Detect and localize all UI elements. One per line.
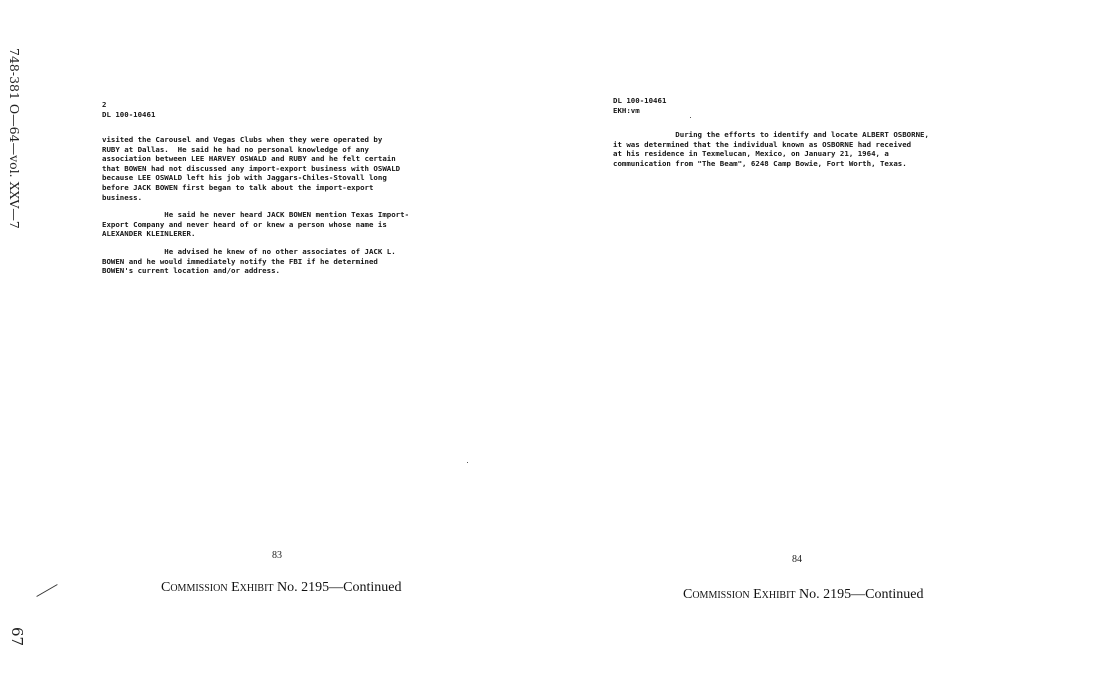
right-header-initials: EKH:vm (613, 105, 640, 115)
left-paragraph: He advised he knew of no other associates of JACK L. BOWEN and he would immediately notify the FBI if he determined BOWEN's current location and/or address. (102, 246, 396, 276)
left-caption-suffix: No. 2195—Continued (273, 580, 402, 595)
left-header-file-number: DL 100-10461 (102, 109, 156, 119)
left-paragraph: He said he never heard JACK BOWEN mention Texas Import- Export Company and never heard of or knew a person whose name is ALEXANDER KLEINLERER. (102, 210, 410, 239)
left-caption-prefix: Commission Exhibit (161, 580, 274, 595)
right-paragraph: During the efforts to identify and locate ALBERT OSBORNE, it was determined that the individual known as OSBORNE had received at his residence in Texmelucan, Mexico, on January 21, 1964, a communication from "The Beam", 6248 Camp Bowie, Fort Worth, Texas. (613, 130, 929, 168)
left-exhibit-caption (161, 580, 401, 596)
scan-speck (690, 117, 691, 118)
right-body-text (613, 130, 1023, 176)
right-header-file-number: DL 100-10461 (613, 96, 667, 105)
right-file-header (613, 96, 666, 115)
left-header-page-index: 2 (102, 100, 107, 109)
left-body-text (102, 135, 512, 284)
left-paragraph: visited the Carousel and Vegas Clubs when they were operated by RUBY at Dallas. He said he had no personal knowledge of any association between LEE HARVEY OSWALD and RUBY and he felt certain that BOWEN had not discussed any import-export business with OSWALD because LEE OSWALD left his job with Jaggars-Chiles-Stovall long before JACK BOWEN first began to talk about the import-export business. (102, 135, 401, 202)
right-exhibit-caption (683, 587, 923, 603)
margin-side-text: 748-381 O—64—vol. XXV—7 (7, 48, 22, 229)
right-caption-suffix: No. 2195—Continued (795, 587, 924, 602)
right-document-page (547, 0, 1094, 691)
left-page-number: 83 (272, 550, 282, 561)
margin-page-number: 67 (8, 627, 26, 647)
scan-speck (467, 462, 468, 463)
left-file-header (102, 100, 155, 119)
right-page-number: 84 (792, 554, 802, 565)
right-caption-prefix: Commission Exhibit (683, 587, 796, 602)
